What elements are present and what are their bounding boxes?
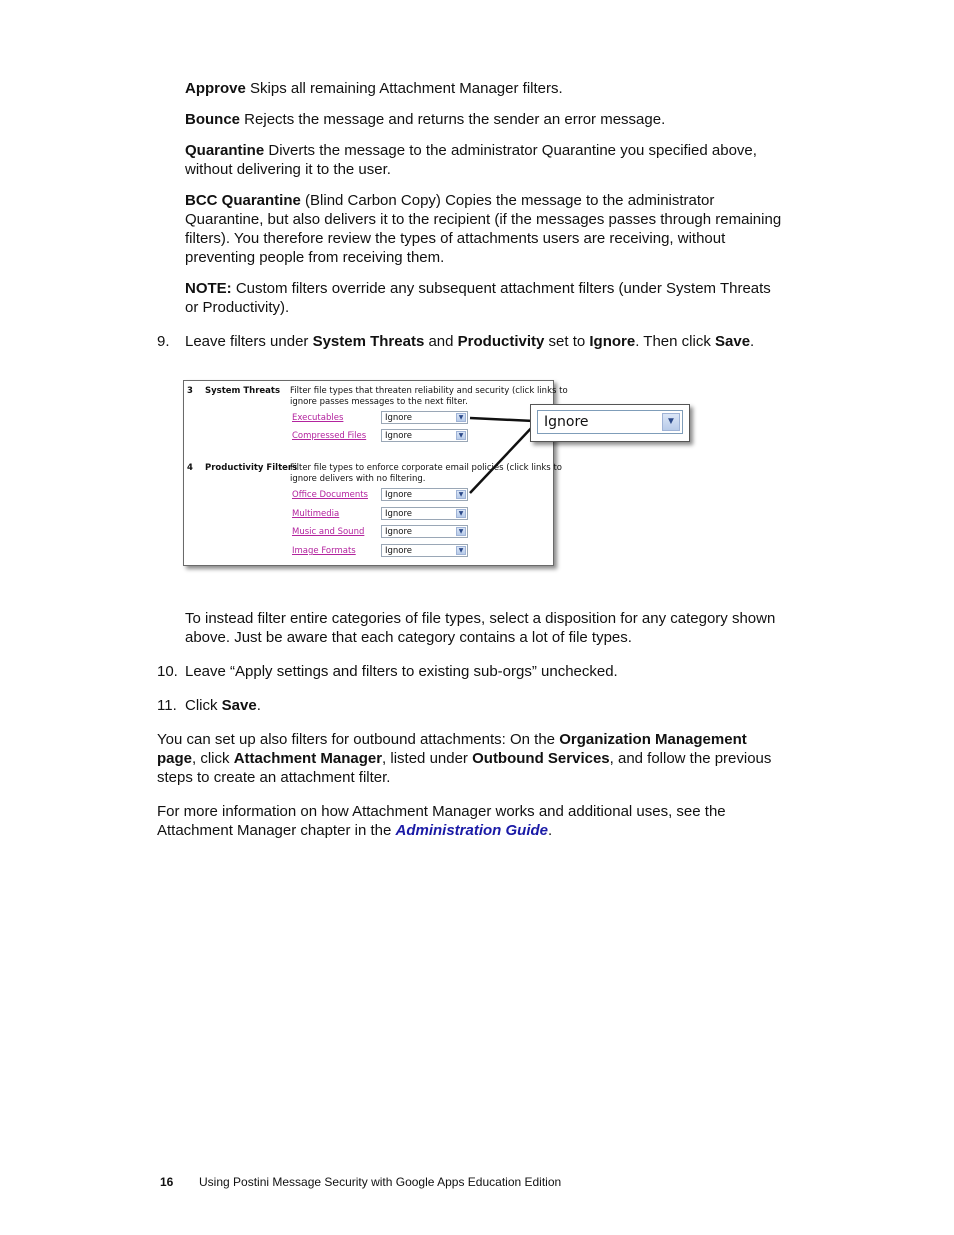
section-number: 4 xyxy=(187,463,193,473)
select-value: Ignore xyxy=(385,413,413,423)
chevron-down-icon: ▼ xyxy=(662,413,680,431)
categories-paragraph: To instead filter entire categories of file types, select a disposition for any category shown above. Just be aware that each category contains a lot of file types. xyxy=(185,610,776,646)
select-value: Ignore xyxy=(385,527,413,537)
section-description: Filter file types that threaten reliability and security (click links to xyxy=(290,386,568,396)
step-number: 10. xyxy=(157,663,178,680)
dropdown-value: Ignore xyxy=(544,414,589,430)
step-number: 11. xyxy=(157,697,177,714)
chevron-down-icon: ▼ xyxy=(456,490,466,499)
chevron-down-icon: ▼ xyxy=(456,527,466,536)
section-description: Filter file types to enforce corporate email policies (click links to xyxy=(290,463,562,473)
chevron-down-icon: ▼ xyxy=(456,413,466,422)
option-bounce: Bounce Rejects the message and returns the sender an error message. xyxy=(185,111,666,128)
section-number: 3 xyxy=(187,386,193,396)
ignore-dropdown-callout xyxy=(530,404,690,442)
chevron-down-icon: ▼ xyxy=(456,546,466,555)
step-11-text: Click Save. xyxy=(185,697,261,714)
select-value: Ignore xyxy=(385,509,413,519)
ignore-dropdown-zoomed xyxy=(537,410,683,434)
link-compressed-files[interactable]: Compressed Files xyxy=(292,431,367,441)
link-executables[interactable]: Executables xyxy=(292,413,344,423)
step-9-text: Leave filters under System Threats and Productivity set to Ignore. Then click Save. xyxy=(185,333,755,350)
select-value: Ignore xyxy=(385,546,413,556)
administration-guide-link[interactable]: Administration Guide xyxy=(395,822,548,839)
option-quarantine: Quarantine Diverts the message to the administrator Quarantine you specified above, without delivering it to the user. xyxy=(185,142,757,178)
page-number: 16 xyxy=(160,1175,174,1189)
chevron-down-icon: ▼ xyxy=(456,509,466,518)
chevron-down-icon: ▼ xyxy=(456,431,466,440)
more-info-paragraph: For more information on how Attachment Manager works and additional uses, see the Attachment Manager chapter in the Administration Guide. xyxy=(157,803,726,839)
link-music-and-sound[interactable]: Music and Sound xyxy=(292,527,365,537)
section-title-productivity-filters: Productivity Filters xyxy=(205,463,298,473)
option-bcc-quarantine: BCC Quarantine (Blind Carbon Copy) Copies the message to the administrator Quarantine, but also delivers it to the recipient (if the messages passes through remaining filters). You therefore review the types of attachments users are receiving, without preventing people from receiving them. xyxy=(185,192,782,266)
note-paragraph: NOTE: Custom filters override any subsequent attachment filters (under System Threats or Productivity). xyxy=(185,280,771,316)
select-value: Ignore xyxy=(385,431,413,441)
outbound-paragraph: You can set up also filters for outbound attachments: On the Organization Management page, click Attachment Manager, listed under Outbound Services, and follow the previous steps to create an attachment filter. xyxy=(157,731,772,786)
option-approve: Approve Skips all remaining Attachment Manager filters. xyxy=(185,80,563,97)
step-10-text: Leave “Apply settings and filters to existing sub-orgs” unchecked. xyxy=(185,663,618,680)
step-number: 9. xyxy=(157,333,170,350)
footer-title: Using Postini Message Security with Google Apps Education Edition xyxy=(199,1175,562,1189)
select-value: Ignore xyxy=(385,490,413,500)
section-description: ignore passes messages to the next filter. xyxy=(290,397,468,407)
link-office-documents[interactable]: Office Documents xyxy=(292,490,368,500)
link-multimedia[interactable]: Multimedia xyxy=(292,509,340,519)
section-description: ignore delivers with no filtering. xyxy=(290,474,426,484)
link-image-formats[interactable]: Image Formats xyxy=(292,546,356,556)
section-title-system-threats: System Threats xyxy=(205,386,281,396)
